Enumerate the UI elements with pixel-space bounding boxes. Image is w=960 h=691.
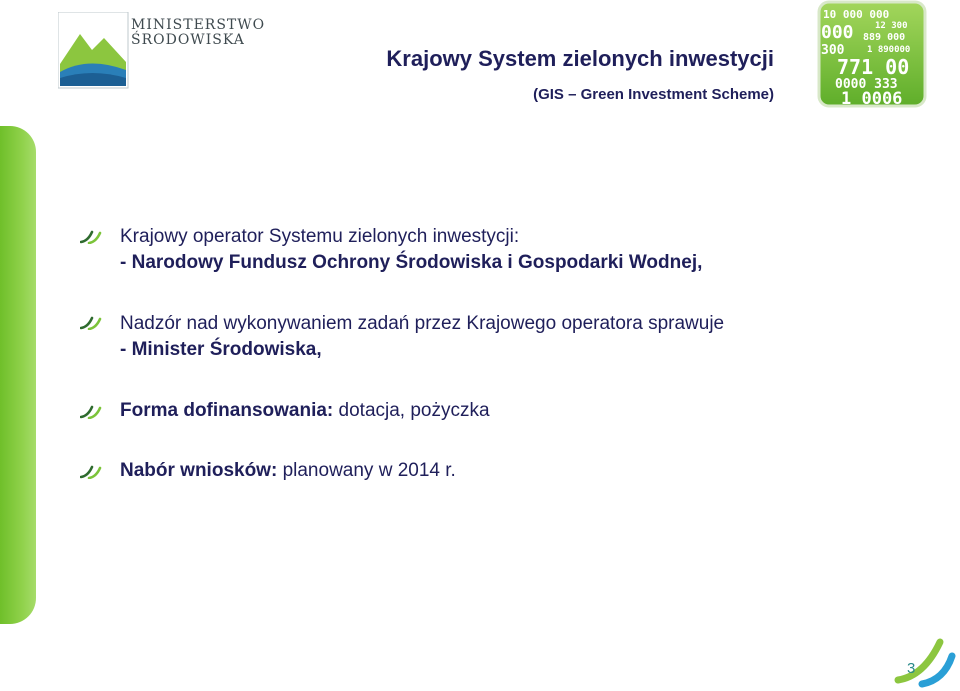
funding-form-label: Forma dofinansowania:	[120, 400, 334, 421]
item-supervision-line2: - Minister Środowiska,	[120, 339, 322, 360]
chevron-bullet-icon	[80, 230, 102, 244]
page-number: 3	[907, 660, 916, 677]
item-operator-line2: - Narodowy Fundusz Ochrony Środowiska i Gospodarki Wodnej,	[120, 252, 703, 273]
item-supervision-line1: Nadzór nad wykonywaniem zadań przez Krajowego operatora sprawuje	[120, 313, 725, 334]
mountain-logo-icon	[58, 12, 130, 90]
chevron-bullet-icon	[80, 316, 102, 330]
application-call-label: Nabór wniosków:	[120, 460, 278, 481]
application-call-value: planowany w 2014 r.	[277, 460, 456, 481]
item-supervision	[120, 311, 724, 363]
corner-swoosh-logo-icon	[894, 636, 956, 688]
item-application-call	[120, 458, 456, 484]
page-title: Krajowy System zielonych inwestycji	[386, 46, 774, 71]
badge-number: 771 00	[837, 55, 910, 79]
funding-form-value: dotacja, pożyczka	[333, 400, 490, 421]
chevron-bullet-icon	[80, 405, 102, 419]
item-operator	[120, 224, 702, 276]
badge-number: 12 300	[875, 21, 908, 31]
badge-number: 889 000	[863, 32, 906, 43]
ministry-logo	[58, 12, 266, 90]
badge-number: 10 000 000	[823, 8, 890, 21]
side-accent-bar	[0, 126, 36, 624]
logo-line1: MINISTERSTWO	[131, 17, 266, 33]
chevron-bullet-icon	[80, 465, 102, 479]
page-subtitle: (GIS – Green Investment Scheme)	[533, 86, 774, 103]
badge-number: 0000 333	[835, 77, 898, 92]
item-funding-form	[120, 398, 490, 424]
badge-number: 1 890000	[867, 45, 911, 55]
item-operator-line1: Krajowy operator Systemu zielonych inwestycji:	[120, 226, 520, 247]
numbers-badge-icon	[817, 0, 929, 110]
logo-line2: ŚRODOWISKA	[131, 32, 245, 48]
badge-number: 000	[821, 22, 854, 43]
badge-number: 1 0006	[841, 89, 903, 109]
badge-number: 300	[821, 43, 845, 58]
